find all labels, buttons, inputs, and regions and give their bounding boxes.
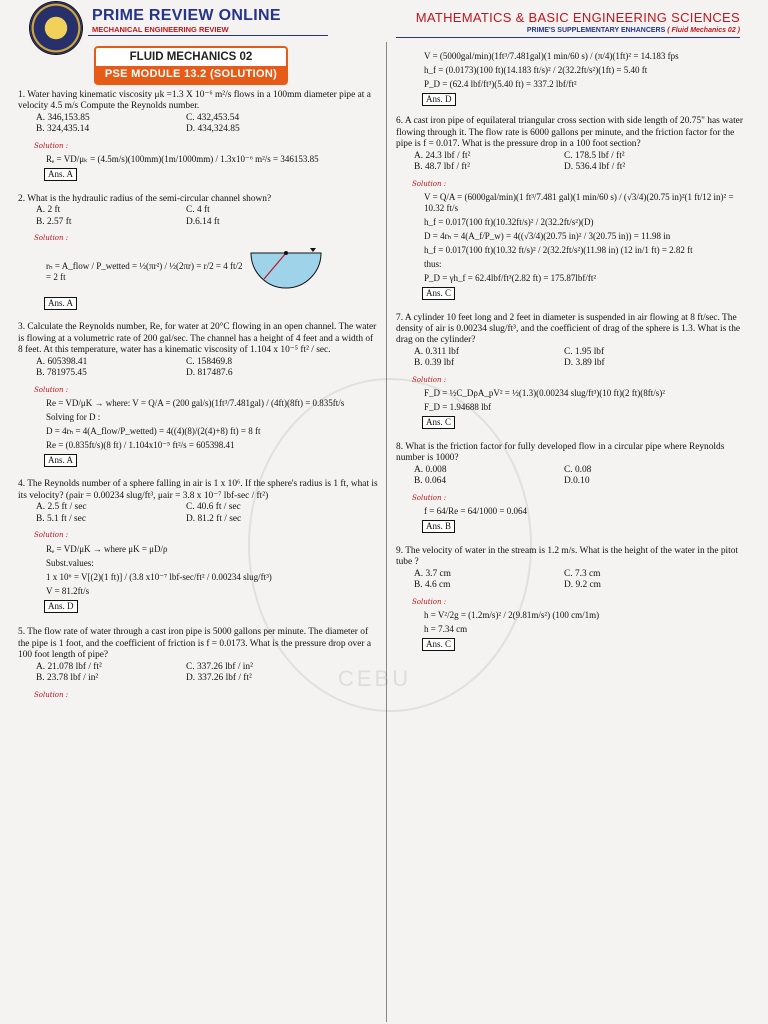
equation: V = 81.2ft/s	[46, 585, 90, 596]
option-d: D. 9.2 cm	[564, 580, 601, 591]
module-badge	[94, 46, 288, 85]
option-c: C. 337.26 lbf / in²	[186, 661, 253, 672]
equation: F_D = ½C_DρA_pV² = ½(1.3)(0.00234 slug/ft³)(10 ft)(2 ft)(8ft/s)²	[424, 388, 665, 399]
question-text: 2. What is the hydraulic radius of the semi-circular channel shown?	[18, 193, 272, 204]
question-text: 1. Water having kinematic viscosity μk =1.3 X 10⁻⁶ m²/s flows in a 100mm diameter pipe at a velocity 4.5 m/s Compute the Reynolds number.	[18, 90, 371, 112]
option-d: D.0.10	[564, 476, 590, 487]
question-text: 7. A cylinder 10 feet long and 2 feet in diameter is suspended in air flowing at 8 ft/sec. The density of air is 0.00234 slug/ft³, and the coefficient of drag of the sphere is 1.3. What is the drag on the cylinder?	[396, 312, 741, 346]
option-a: A. 2.5 ft / sec	[36, 502, 87, 513]
options	[414, 347, 746, 370]
equation: V = Q/A = (6000gal/min)(1 ft³/7.481 gal)(1 min/60 s) / (√3/4)(20.75 in)²(1 ft/12 in)² = 10.32 ft/s	[424, 192, 734, 214]
option-c: C. 158469.8	[186, 356, 233, 367]
question-4	[18, 479, 380, 613]
left-column	[18, 90, 380, 705]
equation: h_f = 0.017(100 ft)(10.32ft/s)² / 2(32.2ft/s²)(D)	[424, 217, 594, 228]
option-a: A. 24.3 lbf / ft²	[414, 150, 471, 161]
options	[36, 502, 380, 525]
option-a: A. 3.7 cm	[414, 568, 451, 579]
option-b: B. 4.6 cm	[414, 580, 451, 591]
solution-label: Solution :	[412, 597, 447, 606]
option-d: D.6.14 ft	[186, 216, 220, 227]
semicircle-channel-figure	[246, 247, 326, 297]
equation: F_D = 1.94688 lbf	[424, 402, 492, 413]
option-b: B. 0.064	[414, 476, 447, 487]
solution-label: Solution :	[34, 141, 69, 150]
equation: 1 x 10⁶ = V[(2)(1 ft)] / (3.8 x10⁻⁷ lbf-sec/ft² / 0.00234 slug/ft³)	[46, 571, 272, 582]
solution-row	[18, 247, 380, 297]
option-d: D. 3.89 lbf	[564, 358, 605, 369]
enhancers-label: PRIME'S SUPPLEMENTARY ENHANCERS	[526, 27, 666, 34]
equation: h_f = (0.0173)(100 ft)(14.183 ft/s)² / 2(32.2ft/s²)(1ft) = 5.40 ft	[424, 64, 648, 75]
equation: Re = (0.835ft/s)(8 ft) / 1.104x10⁻⁵ ft²/s = 605398.41	[46, 440, 235, 451]
option-d: D. 81.2 ft / sec	[186, 513, 242, 524]
answer-box: Ans. D	[44, 600, 78, 613]
equation: P_D = γh_f = 62.4lbf/ft³(2.82 ft) = 175.87lbf/ft²	[424, 273, 597, 284]
option-b: B. 5.1 ft / sec	[36, 513, 86, 524]
solution-label: Solution :	[34, 234, 69, 243]
equation: thus:	[424, 259, 442, 270]
answer-box: Ans. A	[44, 297, 77, 310]
options	[414, 569, 746, 592]
option-b: B. 2.57 ft	[36, 216, 72, 227]
header-rule-right	[396, 37, 740, 38]
option-a: A. 605398.41	[36, 356, 88, 367]
question-2	[18, 194, 380, 310]
options	[414, 465, 746, 488]
brand-title: PRIME REVIEW ONLINE	[92, 7, 281, 24]
option-a: A. 21.078 lbf / ft²	[36, 661, 102, 672]
option-a: A. 346,153.85	[36, 112, 90, 123]
option-c: C. 0.08	[564, 464, 592, 475]
watermark-text: CEBU	[338, 666, 412, 691]
options	[414, 151, 746, 174]
answer-box: Ans. B	[422, 520, 455, 533]
option-a: A. 2 ft	[36, 205, 61, 216]
option-c: C. 40.6 ft / sec	[186, 502, 241, 513]
answer-box: Ans. C	[422, 638, 455, 651]
enhancers-tag: ( Fluid Mechanics 02 )	[667, 27, 740, 34]
question-1	[18, 90, 380, 182]
column-divider	[386, 42, 387, 1022]
question-3	[18, 322, 380, 467]
question-9	[396, 546, 746, 652]
answer-box: Ans. C	[422, 416, 455, 429]
option-b: B. 781975.45	[36, 368, 87, 379]
option-b: B. 0.39 lbf	[414, 358, 455, 369]
question-7	[396, 313, 746, 430]
answer-box: Ans. D	[422, 93, 456, 106]
option-b: B. 48.7 lbf / ft²	[414, 162, 470, 173]
equation: P_D = (62.4 lbf/ft³)(5.40 ft) = 337.2 lbf/ft²	[424, 78, 577, 89]
enhancers-line	[527, 27, 740, 36]
equation: Solving for D :	[46, 412, 101, 423]
options	[36, 113, 380, 136]
options	[36, 357, 380, 380]
question-8	[396, 442, 746, 534]
option-b: B. 324,435.14	[36, 124, 90, 135]
equation: Subst.values:	[46, 557, 94, 568]
brand-subtitle: MECHANICAL ENGINEERING REVIEW	[92, 25, 229, 34]
options	[36, 205, 380, 228]
question-6	[396, 116, 746, 300]
option-b: B. 23.78 lbf / in²	[36, 673, 99, 684]
equation: Rₑ = VD/μₖ = (4.5m/s)(100mm)(1m/1000mm) / 1.3x10⁻⁶ m²/s = 346153.85	[46, 154, 319, 165]
right-column	[396, 48, 746, 657]
equation: f = 64/Re = 64/1000 = 0.064	[424, 506, 527, 517]
answer-box: Ans. A	[44, 454, 77, 467]
option-c: C. 4 ft	[186, 205, 210, 216]
solution-label: Solution :	[34, 690, 69, 699]
question-5-solution	[396, 51, 746, 106]
equation: h_f = 0.017(100 ft)(10.32 ft/s)² / 2(32.2ft/s²)(11.98 in) (12 in/1 ft) = 2.82 ft	[424, 245, 693, 256]
solution-label: Solution :	[34, 531, 69, 540]
question-text: 6. A cast iron pipe of equilateral triangular cross section with side length of 20.75" has water flowing through it. The flow rate is 6000 gallons per minute, and the friction factor for the pipe is f = 0.017. What is the pressure drop in a 100 foot section?	[396, 116, 743, 150]
subject-title: MATHEMATICS & BASIC ENGINEERING SCIENCES	[415, 10, 740, 25]
option-d: D. 337.26 lbf / ft²	[186, 673, 252, 684]
option-c: C. 432,453.54	[186, 112, 240, 123]
question-text: 8. What is the friction factor for fully developed flow in a circular pipe where Reynolds number is 1000?	[396, 441, 725, 464]
answer-box: Ans. A	[44, 168, 77, 181]
question-text: 9. The velocity of water in the stream is 1.2 m/s. What is the height of the water in the pitot tube ?	[396, 545, 739, 568]
solution-label: Solution :	[412, 179, 447, 188]
options	[36, 662, 380, 685]
header-rule-left	[88, 35, 328, 36]
module-subtitle: PSE MODULE 13.2 (SOLUTION)	[96, 66, 286, 83]
option-d: D. 536.4 lbf / ft²	[564, 162, 626, 173]
question-text: 5. The flow rate of water through a cast iron pipe is 5000 gallons per minute. The diameter of the pipe is 1 foot, and the coefficient of friction is f = 0.0173. What is the pressure drop over a 100 foot length of pipe?	[18, 627, 372, 661]
option-c: C. 1.95 lbf	[564, 346, 605, 357]
equation: rₕ = A_flow / P_wetted = ½(πr²) / ½(2πr) = r/2 = 4 ft/2 = 2 ft	[46, 260, 243, 282]
solution-label: Solution :	[34, 385, 69, 394]
option-d: D. 817487.6	[186, 368, 233, 379]
equation: h = 7.34 cm	[424, 624, 468, 634]
option-a: A. 0.008	[414, 464, 447, 475]
question-text: 3. Calculate the Reynolds number, Re, for water at 20°C flowing in an open channel. The water is flowing at a volumetric rate of 200 gal/sec. The channel has a height of 4 feet and a width of 8 feet. At this temperature, water has a kinematic viscosity of 1.104 x 10⁻⁵ ft² / sec.	[18, 322, 377, 356]
option-d: D. 434,324.85	[186, 124, 240, 135]
equation: h = V²/2g = (1.2m/s)² / 2(9.81m/s²) (100 cm/1m)	[424, 610, 600, 621]
option-c: C. 178.5 lbf / ft²	[564, 150, 625, 161]
equation: Re = VD/μK → where: V = Q/A = (200 gal/s)(1ft³/7.481gal) / (4ft)(8ft) = 0.835ft/s	[46, 398, 345, 409]
equation: D = 4rₕ = 4(A_flow/P_wetted) = 4((4)(8)/(2(4)+8) ft) = 8 ft	[46, 426, 261, 437]
answer-box: Ans. C	[422, 287, 455, 300]
question-text: 4. The Reynolds number of a sphere falling in air is 1 x 10⁶. If the sphere's radius is 1 ft, what is its velocity? (ρair = 0.00234 slug/ft³, μair = 3.8 x 10⁻⁷ lbf-sec / ft²)	[18, 479, 378, 501]
solution-label: Solution :	[412, 375, 447, 384]
equation: Rₑ = VD/μK → where μK = μD/ρ	[46, 543, 168, 554]
module-title: FLUID MECHANICS 02	[129, 51, 253, 63]
prime-review-logo	[30, 2, 82, 54]
option-a: A. 0.311 lbf	[414, 346, 459, 357]
option-c: C. 7.3 cm	[564, 568, 601, 579]
equation: V = (5000gal/min)(1ft³/7.481gal)(1 min/60 s) / (π/4)(1ft)² = 14.183 fps	[424, 51, 679, 61]
solution-label: Solution :	[412, 493, 447, 502]
question-5	[18, 627, 380, 699]
equation: D = 4rₕ = 4(A_f/P_w) = 4((√3/4)(20.75 in)² / 3(20.75 in)) = 11.98 in	[424, 231, 671, 242]
